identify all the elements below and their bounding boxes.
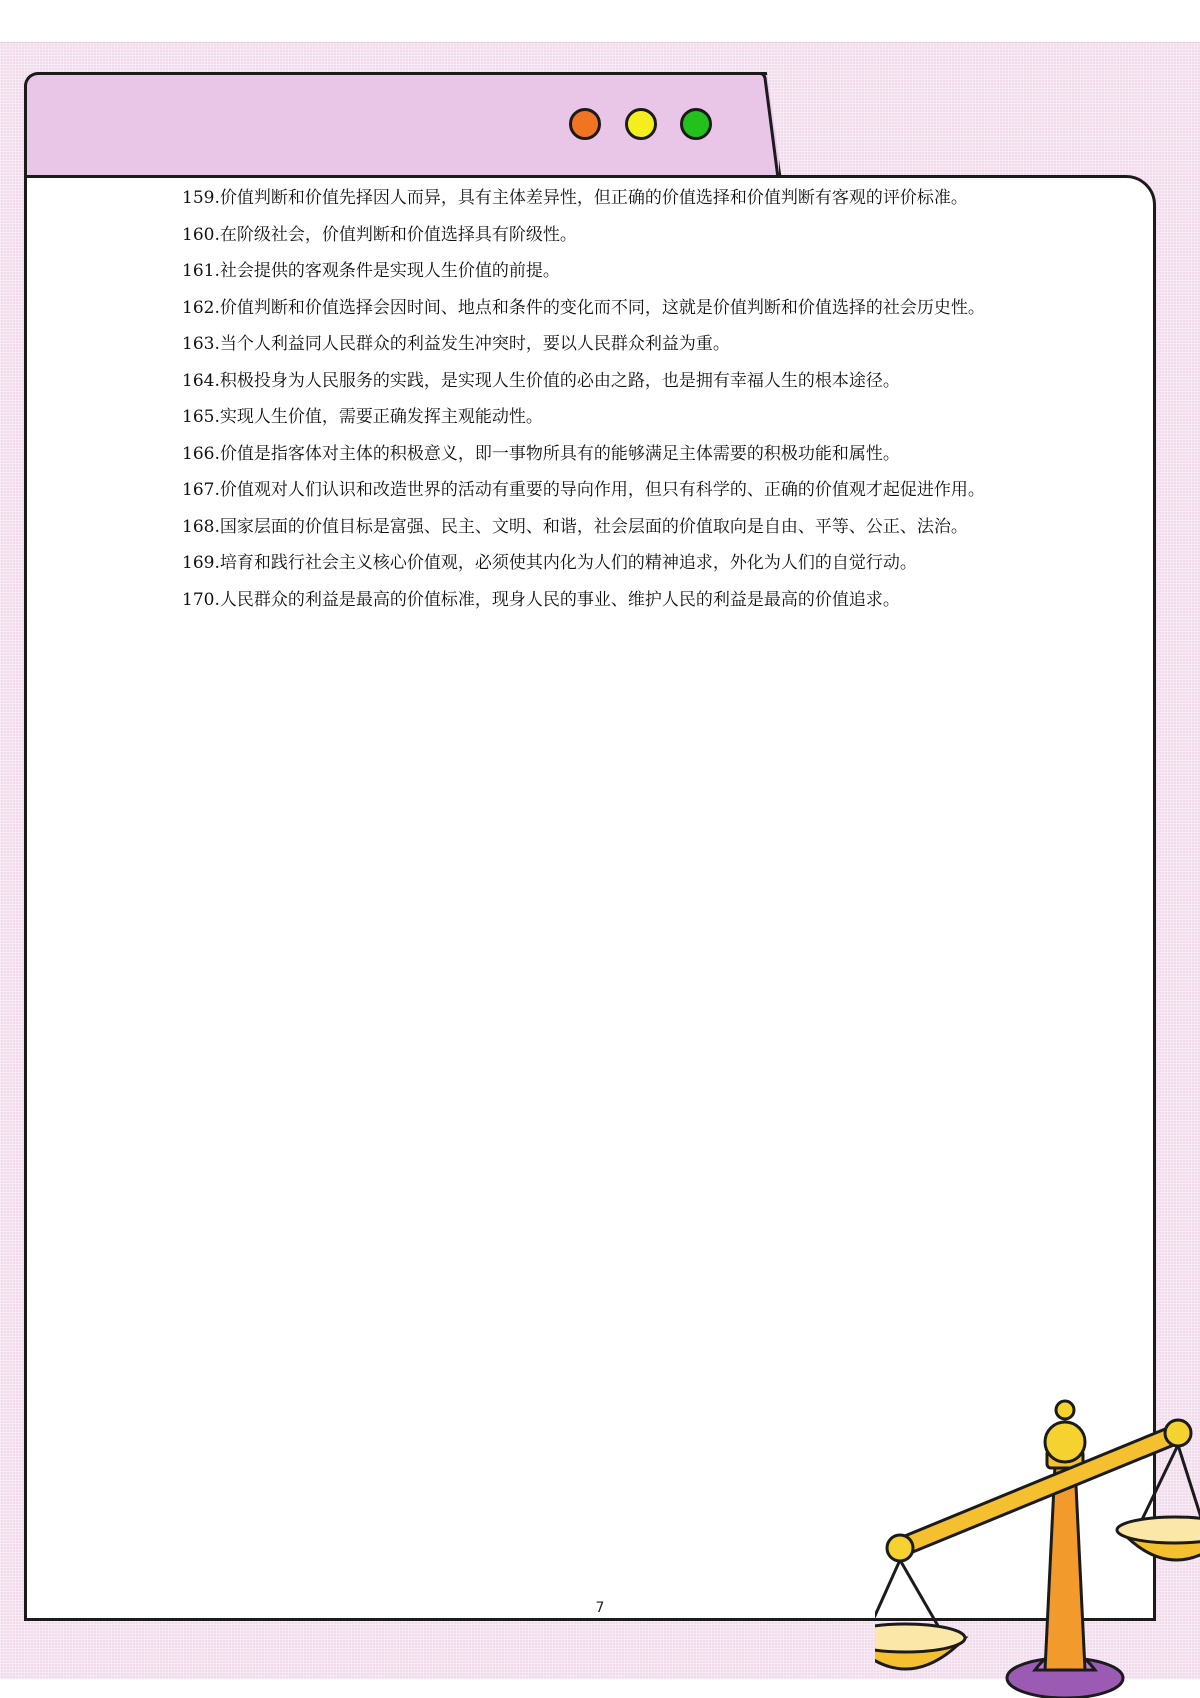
window-button-yellow — [625, 108, 657, 140]
list-item: 166.价值是指客体对主体的积极意义，即一事物所具有的能够满足主体需要的积极功能和属性。 — [182, 443, 900, 464]
list-item: 168.国家层面的价值目标是富强、民主、文明、和谐，社会层面的价值取向是自由、平等、公正、法治。 — [182, 516, 968, 537]
window-title-bar — [24, 72, 782, 181]
window-button-green — [680, 108, 712, 140]
knowledge-list — [182, 180, 1022, 618]
list-item: 162.价值判断和价值选择会因时间、地点和条件的变化而不同，这就是价值判断和价值选择的社会历史性。 — [182, 297, 985, 318]
list-item: 165.实现人生价值，需要正确发挥主观能动性。 — [182, 407, 543, 427]
title-bar-edge — [752, 72, 782, 178]
list-item: 167.价值观对人们认识和改造世界的活动有重要的导向作用，但只有科学的、正确的价值观才起促进作用。 — [182, 480, 985, 500]
window-button-orange — [569, 108, 601, 140]
balance-scale-icon — [875, 1370, 1200, 1698]
list-item: 161.社会提供的客观条件是实现人生价值的前提。 — [182, 261, 560, 281]
list-item: 160.在阶级社会，价值判断和价值选择具有阶级性。 — [182, 224, 577, 245]
list-item: 164.积极投身为人民服务的实践，是实现人生价值的必由之路，也是拥有幸福人生的根本途径。 — [182, 370, 900, 391]
list-item: 163.当个人利益同人民群众的利益发生冲突时，要以人民群众利益为重。 — [182, 334, 730, 354]
list-item: 170.人民群众的利益是最高的价值标准，现身人民的事业、维护人民的利益是最高的价值追求。 — [182, 589, 900, 610]
page-number: 7 — [595, 1600, 605, 1616]
list-item: 169.培育和践行社会主义核心价值观，必须使其内化为人们的精神追求，外化为人们的自觉行动。 — [182, 553, 917, 573]
list-item: 159.价值判断和价值先择因人而异，具有主体差异性，但正确的价值选择和价值判断有客观的评价标准。 — [182, 188, 968, 208]
